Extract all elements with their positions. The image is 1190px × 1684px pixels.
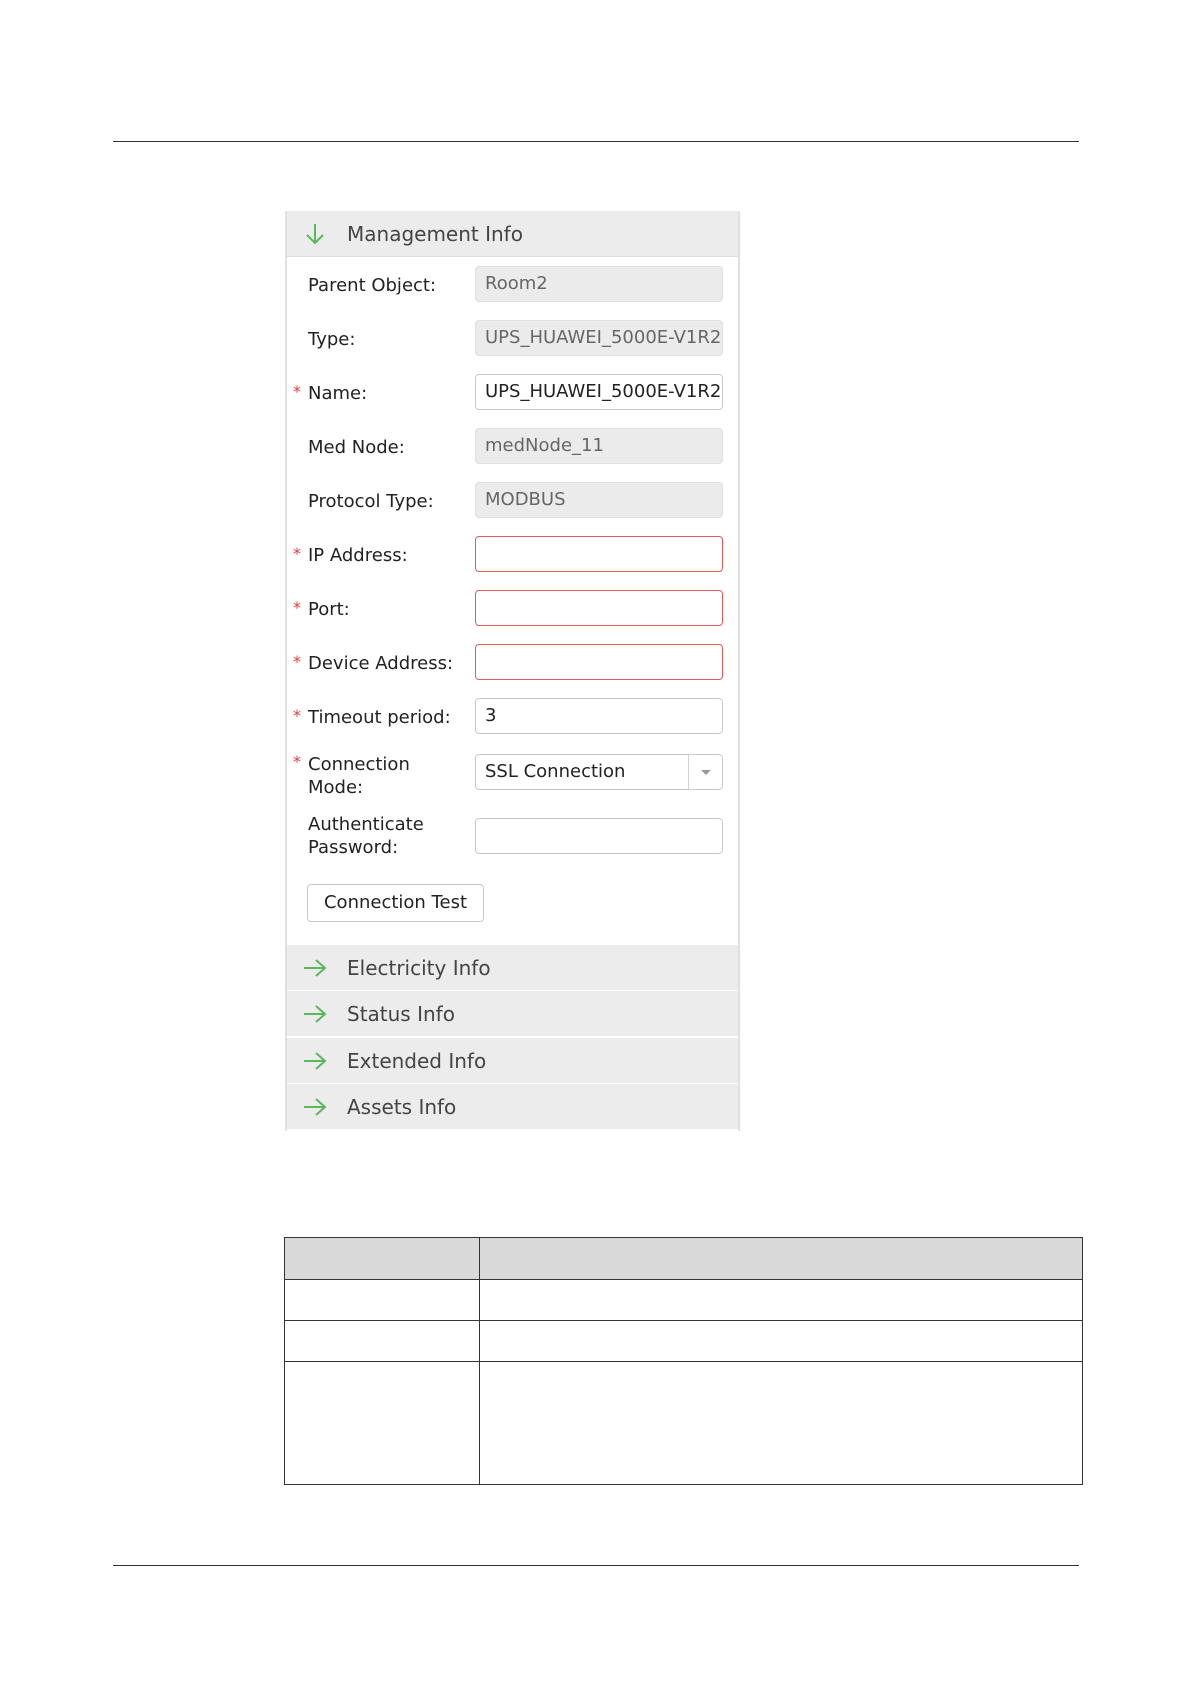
- management-info-title: Management Info: [347, 221, 523, 246]
- connection-mode-value: SSL Connection: [485, 761, 626, 782]
- required-marker: *: [293, 544, 301, 563]
- section-assets-info[interactable]: [287, 1084, 738, 1131]
- connection-mode-label: [308, 753, 410, 799]
- table-row: [285, 1280, 1083, 1321]
- table-cell: [480, 1321, 1083, 1362]
- parameter-table: [284, 1237, 1083, 1485]
- required-marker: *: [293, 598, 301, 617]
- required-marker: *: [293, 706, 301, 725]
- auth-password-label-line2: Password:: [308, 837, 399, 858]
- bottom-divider: [113, 1565, 1079, 1566]
- port-input[interactable]: [475, 590, 723, 626]
- timeout-period-label: Timeout period:: [308, 707, 451, 728]
- type-label: Type:: [308, 329, 356, 350]
- auth-password-label-line1: Authenticate: [308, 814, 424, 835]
- auth-password-label: [308, 813, 424, 859]
- protocol-type-label: Protocol Type:: [308, 491, 434, 512]
- table-header-cell: [285, 1238, 480, 1280]
- protocol-type-field: MODBUS: [475, 482, 723, 518]
- section-title: Assets Info: [347, 1094, 457, 1119]
- parent-object-label: Parent Object:: [308, 275, 437, 296]
- section-extended-info[interactable]: [287, 1038, 738, 1085]
- name-label: Name:: [308, 383, 368, 404]
- device-properties-panel: [285, 211, 740, 1131]
- section-title: Electricity Info: [347, 955, 491, 980]
- table-header-row: [285, 1238, 1083, 1280]
- required-marker: *: [293, 652, 301, 671]
- section-electricity-info[interactable]: [287, 945, 738, 992]
- med-node-label: Med Node:: [308, 437, 405, 458]
- type-field: UPS_HUAWEI_5000E-V1R2: [475, 320, 723, 356]
- connection-test-button[interactable]: Connection Test: [307, 884, 484, 922]
- section-title: Status Info: [347, 1001, 455, 1026]
- arrow-right-icon: [301, 1047, 329, 1075]
- device-address-input[interactable]: [475, 644, 723, 680]
- table-cell: [285, 1362, 480, 1485]
- table-cell: [480, 1280, 1083, 1321]
- table-cell: [285, 1280, 480, 1321]
- chevron-down-icon[interactable]: [688, 755, 722, 789]
- top-divider: [113, 141, 1079, 142]
- ip-address-label: IP Address:: [308, 545, 408, 566]
- auth-password-input[interactable]: [475, 818, 723, 854]
- connection-mode-label-line2: Mode:: [308, 777, 364, 798]
- arrow-right-icon: [301, 954, 329, 982]
- required-marker: *: [293, 752, 301, 771]
- table-cell: [285, 1321, 480, 1362]
- med-node-field: medNode_11: [475, 428, 723, 464]
- table-row: [285, 1362, 1083, 1485]
- timeout-period-input[interactable]: 3: [475, 698, 723, 734]
- required-marker: *: [293, 382, 301, 401]
- table-cell: [480, 1362, 1083, 1485]
- name-input[interactable]: UPS_HUAWEI_5000E-V1R2: [475, 374, 723, 410]
- table-row: [285, 1321, 1083, 1362]
- ip-address-input[interactable]: [475, 536, 723, 572]
- arrow-right-icon: [301, 1093, 329, 1121]
- table-header-cell: [480, 1238, 1083, 1280]
- connection-mode-label-line1: Connection: [308, 754, 410, 775]
- arrow-right-icon: [301, 1000, 329, 1028]
- section-status-info[interactable]: [287, 991, 738, 1038]
- port-label: Port:: [308, 599, 350, 620]
- connection-mode-select[interactable]: [475, 754, 723, 790]
- management-info-header[interactable]: [287, 211, 738, 257]
- arrow-down-icon: [301, 220, 329, 248]
- section-title: Extended Info: [347, 1048, 487, 1073]
- device-address-label: Device Address:: [308, 653, 454, 674]
- parent-object-field: Room2: [475, 266, 723, 302]
